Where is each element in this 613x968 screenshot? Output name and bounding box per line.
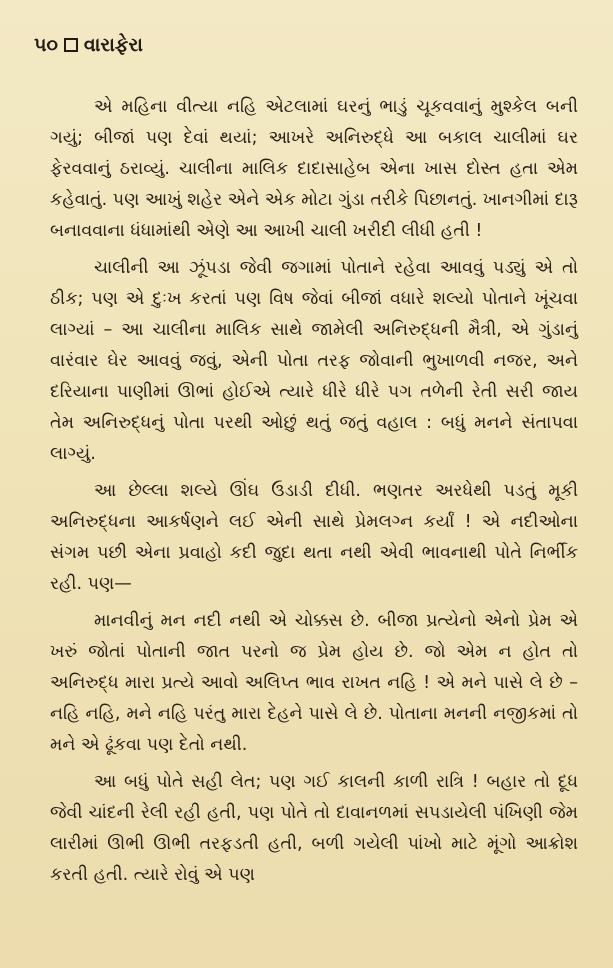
page-number: ૫૦ xyxy=(34,34,58,56)
box-ornament-icon xyxy=(64,38,78,52)
body-text xyxy=(50,92,578,897)
paragraph: આ બધું પોતે સહી લેત; પણ ગઈ કાલની કાળી રાત્રિ ! બહાર તો દૂધ જેવી ચાંદની રેલી રહી હતી, પણ પોતે તો દાવાનળમાં સપડાયેલી પંખિણી જેમ લારીમાં ઊભી ઊભી તરફડતી હતી, બળી ગયેલી પાંખો માટે મૂંગો આક્રોશ કરતી હતી. ત્યારે રોવું એ પણ xyxy=(50,772,578,885)
book-title: વારાફેરા xyxy=(83,34,143,56)
paragraph: એ મહિના વીત્યા નહિ એટલામાં ઘરનું ભાડું ચૂકવવાનું મુશ્કેલ બની ગયું; બીજાં પણ દેવાં થયાં; આખરે અનિરુદ્ધે આ બકાલ ચાલીમાં ઘર ફેરવવાનું ઠરાવ્યું. ચાલીના માલિક દાદાસાહેબ એના ખાસ દોસ્ત હતા એમ કહેવાતું. પણ આખું શહેર એને એક મોટા ગુંડા તરીકે પિછાનતું. ખાનગીમાં દારૂ બનાવવાના ધંધામાંથી એણે આ આખી ચાલી ખરીદી લીધી હતી ! xyxy=(50,97,578,241)
running-head xyxy=(34,34,143,56)
paragraph: આ છેલ્લા શલ્યે ઊંઘ ઉડાડી દીધી. ભણતર અરધેથી પડતું મૂકી અનિરુદ્ધના આકર્ષણને લઈ એની સાથે પ્રેમલગ્ન કર્યાં ! એ નદીઓના સંગમ પછી એના પ્રવાહો કદી જુદા થતા નથી એવી ભાવનાથી પોતે નિર્ભીક રહી. પણ— xyxy=(50,481,578,594)
paragraph: ચાલીની આ ઝૂંપડા જેવી જગામાં પોતાને રહેવા આવવું પડ્યું એ તો ઠીક; પણ એ દુઃખ કરતાં પણ વિષ જેવાં બીજાં વધારે શલ્યો પોતાને ખૂંચવા લાગ્યાં – આ ચાલીના માલિક સાથે જામેલી અનિરુદ્ધની મૈત્રી, એ ગુંડાનું વારંવાર ઘેર આવવું જવું, એની પોતા તરફ જોવાની ભુખાળવી નજર, અને દરિયાના પાણીમાં ઊભાં હોઈએ ત્યારે ધીરે ધીરે પગ તળેની રેતી સરી જાય તેમ અનિરુદ્ધનું પોતા પરથી ઓછું થતું જતું વહાલ : બધું મનને સંતાપવા લાગ્યું. xyxy=(50,258,578,464)
paragraph: માનવીનું મન નદી નથી એ ચોક્કસ છે. બીજા પ્રત્યેનો એનો પ્રેમ એ ખરું જોતાં પોતાની જાત પરનો જ પ્રેમ હોય છે. જો એમ ન હોત તો અનિરુદ્ધ મારા પ્રત્યે આવો અલિપ્ત ભાવ રાખત નહિ ! એ મને પાસે લે છે – નહિ નહિ, મને નહિ પરંતુ મારા દેહને પાસે લે છે. પોતાના મનની નજીકમાં તો મને એ ઢૂંકવા પણ દેતો નથી. xyxy=(50,611,578,755)
